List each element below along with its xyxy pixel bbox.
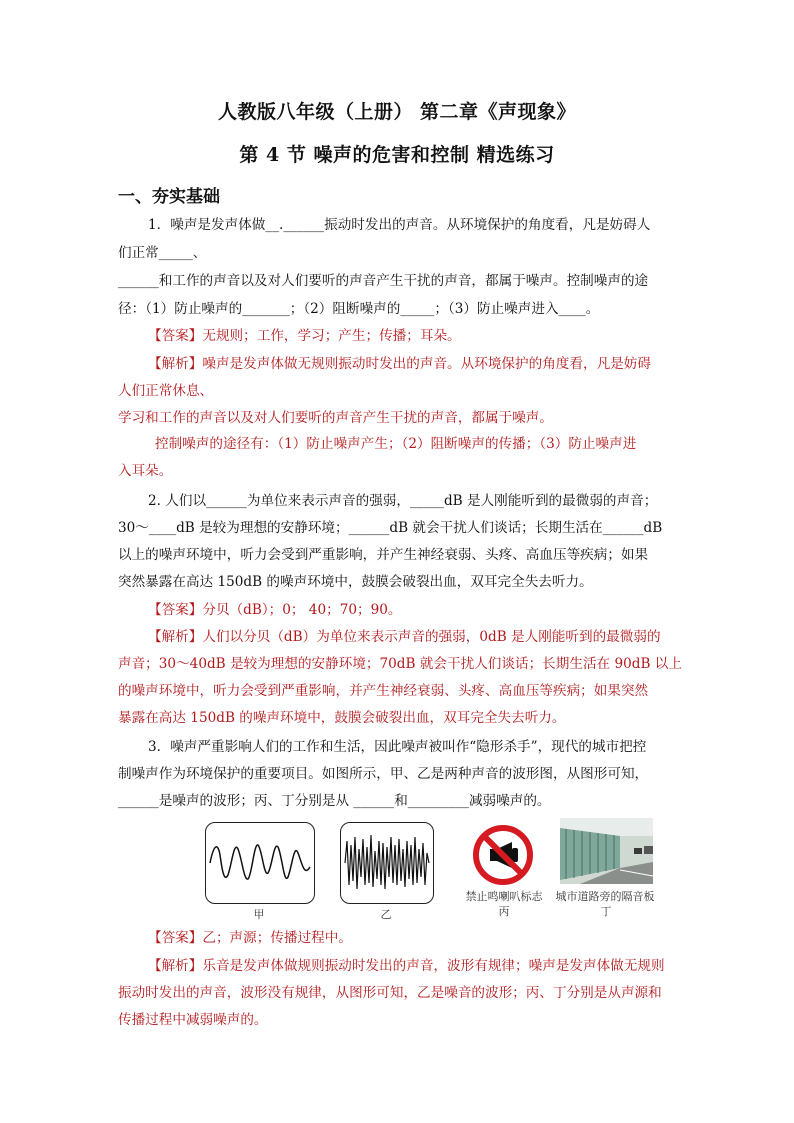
q3-answer-text: 乙；声源；传播过程中。	[202, 930, 352, 946]
q3-analysis-line1: 乐音是发声体做规则振动时发出的声音，波形有规律；噪声是发声体做无规则	[202, 958, 665, 974]
q1-line3: ______和工作的声音以及对人们要听的声音产生干扰的声音，都属于噪声。控制噪声的途	[118, 273, 649, 289]
q3-analysis	[148, 952, 708, 980]
q1-analysis-line4: 控制噪声的途径有：（1）防止噪声产生；（2）阻断噪声的传播；（3）防止噪声进	[155, 436, 637, 452]
q1-analysis-line2: 人们正常休息、	[118, 383, 214, 399]
q1-answer	[148, 322, 708, 350]
document-subtitle: 第 4 节 噪声的危害和控制 精选练习	[239, 144, 555, 166]
sound-barrier-photo	[560, 818, 653, 884]
q3-analysis-line3: 传播过程中减弱噪声的。	[118, 1012, 268, 1028]
q1-line1: 1．噪声是发声体做__.______振动时发出的声音。从环境保护的角度看，凡是妨碍人	[148, 217, 651, 233]
section-heading: 一、夯实基础	[118, 187, 220, 207]
analysis-tag: 【解析】	[148, 629, 203, 645]
q1-line4: 径：（1）防止噪声的_______；（2）阻断噪声的_____；（3）防止噪声进入____。	[118, 301, 600, 317]
q1-answer-text: 无规则；工作，学习；产生；传播；耳朵。	[202, 328, 461, 344]
q2-line4: 突然暴露在高达 150dB 的噪声环境中，鼓膜会破裂出血，双耳完全失去听力。	[118, 574, 593, 590]
q1-analysis-line1: 噪声是发声体做无规则振动时发出的声音。从环境保护的角度看，凡是妨碍	[202, 356, 651, 372]
q1-analysis-line3: 学习和工作的声音以及对人们要听的声音产生干扰的声音，都属于噪声。	[118, 410, 553, 426]
waveform-yi-icon	[341, 823, 433, 903]
waveform-jia-icon	[206, 823, 314, 903]
q2-answer	[148, 596, 708, 624]
q3-analysis-line2: 振动时发出的声音，波形没有规律，从图形可知，乙是噪音的波形；丙、丁分别是从声源和	[118, 985, 662, 1001]
sound-barrier-caption: 城市道路旁的隔音板	[555, 890, 655, 903]
no-horn-sign-label: 丙	[498, 905, 510, 918]
answer-tag: 【答案】	[148, 328, 203, 344]
no-horn-sign-figure	[472, 824, 534, 886]
q3-line2: 制噪声作为环境保护的重要项目。如图所示，甲、乙是两种声音的波形图，从图形可知，	[118, 766, 649, 782]
q2-line1: 2. 人们以______为单位来表示声音的强弱，_____dB 是人刚能听到的最微弱的声音；	[148, 493, 658, 509]
waveform-jia-figure	[205, 822, 315, 904]
q2-analysis-line3: 的噪声环境中，听力会受到严重影响，并产生神经衰弱、头疼、高血压等疾病；如果突然	[118, 683, 649, 699]
waveform-jia-label: 甲	[253, 908, 265, 921]
waveform-yi-figure	[340, 822, 434, 904]
document-title: 人教版八年级（上册） 第二章《声现象》	[217, 101, 577, 123]
q2-analysis-line2: 声音；30～40dB 是较为理想的安静环境；70dB 就会干扰人们谈话；长期生活在 90dB 以上	[118, 656, 682, 672]
sound-barrier-label: 丁	[600, 905, 612, 918]
q1-analysis	[148, 350, 708, 378]
no-horn-sign-caption: 禁止鸣喇叭标志	[465, 890, 543, 903]
no-horn-sign-icon	[472, 824, 534, 886]
q2-analysis-line4: 暴露在高达 150dB 的噪声环境中，鼓膜会破裂出血，双耳完全失去听力。	[118, 710, 566, 726]
q1-analysis-line5: 入耳朵。	[118, 463, 173, 479]
q2-line2: 30～____dB 是较为理想的安静环境；______dB 就会干扰人们谈话；长期生活在______dB	[118, 520, 663, 536]
answer-tag: 【答案】	[148, 602, 203, 618]
sound-barrier-image	[560, 818, 653, 884]
q1-line2: 们正常_____、	[118, 245, 207, 261]
answer-tag: 【答案】	[148, 930, 203, 946]
q3-answer	[148, 924, 708, 952]
q2-analysis-line1: 人们以分贝（dB）为单位来表示声音的强弱，0dB 是人刚能听到的最微弱的	[202, 629, 661, 645]
q2-analysis	[148, 623, 708, 651]
analysis-tag: 【解析】	[148, 356, 203, 372]
q3-line1: 3．噪声严重影响人们的工作和生活，因此噪声被叫作“隐形杀手”，现代的城市把控	[148, 739, 647, 755]
q2-answer-text: 分贝（dB）；0； 40；70；90。	[202, 602, 402, 618]
waveform-yi-label: 乙	[380, 908, 392, 921]
q2-line3: 以上的噪声环境中，听力会受到严重影响，并产生神经衰弱、头疼、高血压等疾病；如果	[118, 547, 649, 563]
q3-line3: ______是噪声的波形；丙、丁分别是从 ______和_________减弱噪声的。	[118, 793, 551, 809]
analysis-tag: 【解析】	[148, 958, 203, 974]
